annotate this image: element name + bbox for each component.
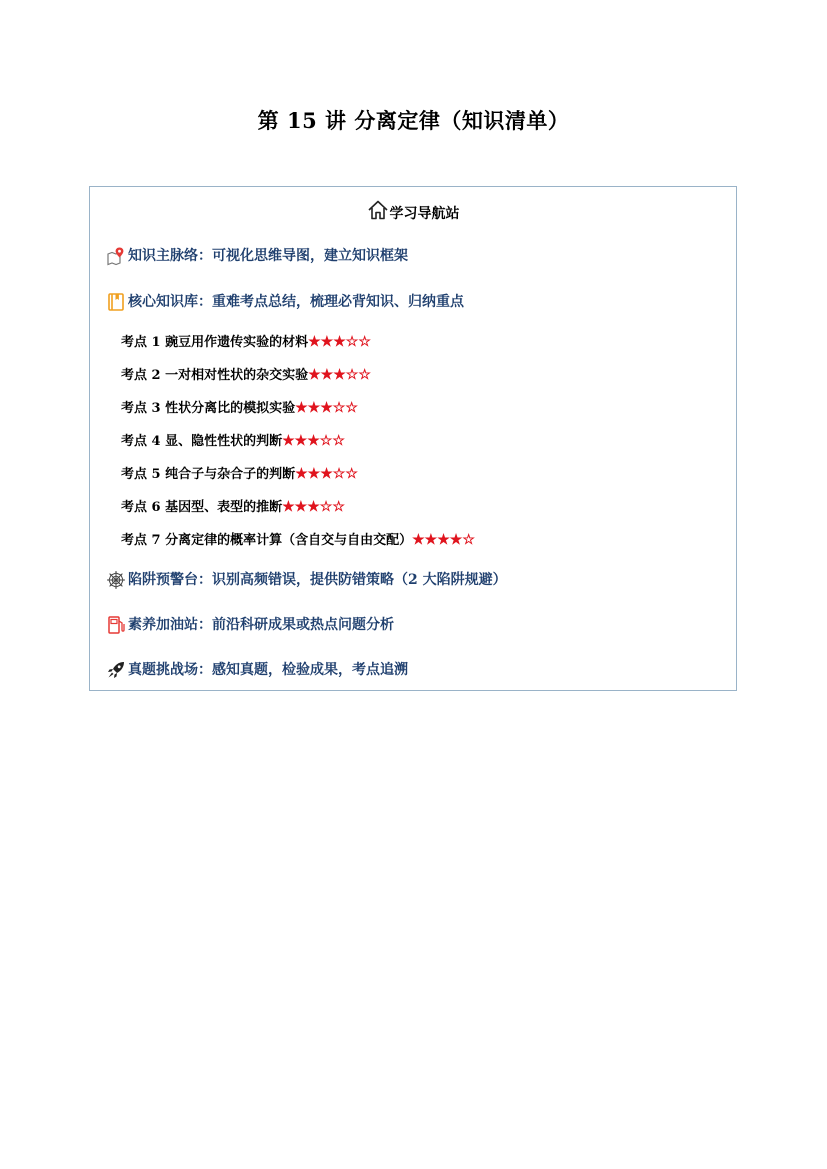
section-separator: ： [198, 294, 212, 310]
section-core-knowledge[interactable] [106, 290, 464, 314]
home-icon [367, 199, 389, 229]
section-real-exam-challenge[interactable] [106, 658, 408, 682]
book-icon [106, 292, 126, 312]
section-separator: ： [198, 662, 212, 678]
star-rating: ★★★☆☆ [282, 433, 345, 449]
exam-point-1[interactable] [121, 332, 371, 353]
exam-point-4[interactable] [121, 431, 345, 452]
section-description: 识别高频错误，提供防错策略（2 大陷阱规避） [212, 572, 507, 588]
nav-header-text: 学习导航站 [389, 206, 460, 222]
section-title: 真题挑战场 [128, 662, 198, 678]
star-rating: ★★★☆☆ [295, 466, 358, 482]
section-literacy-station[interactable] [106, 613, 394, 637]
exam-point-7[interactable] [121, 530, 475, 551]
star-rating: ★★★☆☆ [282, 499, 345, 515]
section-description: 可视化思维导图，建立知识框架 [212, 248, 408, 264]
learning-navigation-box [89, 186, 737, 691]
section-title: 核心知识库 [128, 294, 198, 310]
spider-web-icon [106, 570, 126, 590]
section-mind-map[interactable] [106, 244, 408, 268]
fuel-pump-icon [106, 615, 126, 635]
exam-point-label: 考点 7 分离定律的概率计算（含自交与自由交配） [121, 533, 413, 548]
exam-point-label: 考点 5 纯合子与杂合子的判断 [121, 467, 296, 482]
section-description: 感知真题，检验成果，考点追溯 [212, 662, 408, 678]
exam-point-5[interactable] [121, 464, 358, 485]
star-rating: ★★★★☆ [412, 532, 475, 548]
section-title: 陷阱预警台 [128, 572, 198, 588]
exam-point-6[interactable] [121, 497, 345, 518]
exam-point-label: 考点 3 性状分离比的模拟实验 [121, 401, 296, 416]
section-separator: ： [198, 572, 212, 588]
exam-point-label: 考点 6 基因型、表型的推断 [121, 500, 283, 515]
star-rating: ★★★☆☆ [295, 400, 358, 416]
section-trap-warning[interactable] [106, 568, 507, 592]
page-title: 第 15 讲 分离定律（知识清单） [257, 108, 570, 133]
rocket-icon [106, 660, 126, 680]
section-title: 素养加油站 [128, 617, 198, 633]
exam-point-label: 考点 4 显、隐性性状的判断 [121, 434, 283, 449]
star-rating: ★★★☆☆ [308, 367, 371, 383]
star-rating: ★★★☆☆ [308, 334, 371, 350]
section-description: 前沿科研成果或热点问题分析 [212, 617, 394, 633]
exam-point-label: 考点 2 一对相对性状的杂交实验 [121, 368, 309, 383]
section-separator: ： [198, 617, 212, 633]
section-description: 重难考点总结，梳理必背知识、归纳重点 [212, 294, 464, 310]
exam-point-3[interactable] [121, 398, 358, 419]
exam-point-2[interactable] [121, 365, 371, 386]
section-separator: ： [198, 248, 212, 264]
section-title: 知识主脉络 [128, 248, 198, 264]
exam-point-label: 考点 1 豌豆用作遗传实验的材料 [121, 335, 309, 350]
nav-header [90, 199, 736, 229]
map-pin-icon [106, 246, 126, 266]
